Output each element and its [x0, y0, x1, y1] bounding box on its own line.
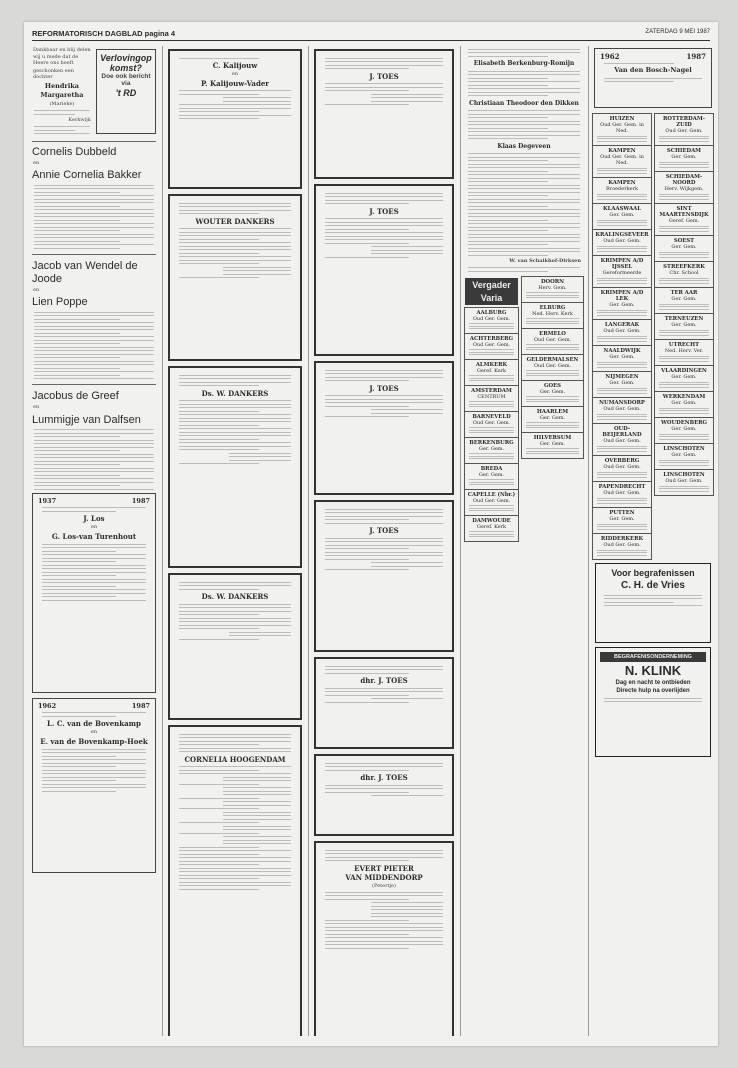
directory-entry: [521, 432, 584, 459]
directory-town: HILVERSUM: [533, 434, 572, 441]
ad-klink-line-1: Dag en nacht te ontbieden: [615, 680, 691, 686]
toes-2-name: J. TOES: [369, 206, 399, 216]
directory-town: AMSTERDAM: [471, 387, 512, 394]
birth-line: geschonken een dochter: [33, 67, 74, 81]
directory-town: KRALINGSEVEER: [595, 232, 649, 238]
promo-box: [96, 49, 156, 134]
notice-ds-dankers-2: [168, 573, 302, 720]
directory-column-d: [654, 113, 714, 559]
directory-entry: [521, 354, 584, 381]
directory-town: NAALDWIJK: [603, 348, 641, 354]
anniv-2-year-start: 1962: [38, 701, 57, 710]
anniv-1-year-end: 1987: [131, 496, 150, 505]
directory-town: SOEST: [673, 238, 695, 244]
toes-1-name: J. TOES: [369, 71, 399, 81]
notice-ds-dankers-1: [168, 366, 302, 568]
directory-church: Oud Ger. Gem.: [665, 478, 703, 484]
notice-toes-5: [314, 657, 454, 749]
directory-church: Ned. Herv. Kerk: [532, 310, 573, 317]
directory-entry: [592, 229, 652, 256]
column-3: [312, 46, 456, 1036]
directory-entry: [592, 345, 652, 372]
directory-church: Oud Ger. Gem.: [472, 419, 511, 426]
marriage-3-name-b: Lummigje van Dalfsen: [32, 413, 141, 426]
birth-place: Kerkwijk: [68, 117, 91, 124]
directory-entry: [654, 469, 714, 496]
ds-dankers-1-name: Ds. W. DANKERS: [201, 388, 269, 398]
directory-town: GOES: [543, 382, 561, 389]
directory-entry: [654, 261, 714, 288]
directory-church: Ger. Gem.: [671, 296, 697, 302]
directory-town: RIDDERKERK: [600, 536, 644, 542]
anniv-2-name-1: L. C. van de Bovenkamp: [47, 719, 141, 729]
directory-entry: [654, 235, 714, 262]
directory-town: LANGERAK: [604, 322, 640, 328]
directory-church: Ned. Herv. Ver.: [664, 348, 704, 354]
directory-entry: [654, 391, 714, 418]
directory-town: PAPENDRECHT: [598, 484, 646, 490]
directory-church: Ger. Gem.: [478, 471, 505, 478]
directory-entry: [654, 113, 714, 146]
directory-church: Ger. Gem.: [671, 244, 697, 250]
directory-church: Ger. Gem.: [539, 388, 566, 395]
directory-town: VLAARDINGEN: [661, 368, 707, 374]
notice-toes-3: [314, 361, 454, 495]
directory-town: OVERBERG: [604, 458, 640, 464]
directory-entry: [654, 287, 714, 314]
directory-church: Oud Ger. Gem.: [603, 438, 641, 444]
directory-church: Ger. Gem.: [609, 354, 635, 360]
anniv-1-name-1: J. Los: [83, 514, 105, 524]
ad-klink-line-2: Directe hulp na overlijden: [616, 688, 690, 694]
directory-church: Oud Ger. Gem.: [603, 464, 641, 470]
directory-town: BERKENBURG: [469, 439, 514, 446]
degeveen-name: Klaas Degeveen: [497, 142, 551, 150]
middendorp-name-1: EVERT PIETER: [354, 863, 414, 873]
berkenburg-name: Elisabeth Berkenburg-Romijn: [473, 60, 575, 67]
directory-church: Geref. Kerk: [476, 367, 507, 374]
directory-entry: [654, 417, 714, 444]
directory-town: KRIMPEN A/D IJSSEL: [600, 258, 644, 270]
directory-church: Ger. Gem.: [539, 414, 566, 421]
anniv-2-year-end: 1987: [131, 701, 150, 710]
directory-entry: [592, 423, 652, 456]
directory-church: Geref. Kerk: [476, 523, 507, 530]
directory-church: Ger. Gem.: [671, 322, 697, 328]
directory-entry: [592, 455, 652, 482]
directory-town: TERNEUZEN: [664, 316, 704, 322]
directory-entry: [654, 145, 714, 172]
anniv-1-en: en: [90, 524, 98, 531]
directory-town: KAMPEN: [608, 148, 636, 154]
directory-town: CAPELLE (Nbr.): [467, 491, 516, 498]
directory-entry: [592, 255, 652, 288]
directory-church: Oud Ger. Gem.: [472, 497, 511, 504]
directory-column-b: [521, 276, 584, 541]
notice-toes-2: [314, 184, 454, 356]
column-1: [30, 46, 158, 1036]
directory-entry: [654, 443, 714, 470]
directory-row-1: [464, 276, 584, 541]
anniv-1-year-start: 1937: [38, 496, 57, 505]
directory-entry: [592, 533, 652, 560]
kalijouw-name-2: P. Kalijouw-Vader: [201, 78, 269, 88]
directory-entry: [521, 328, 584, 355]
toes-5-name: dhr. J. TOES: [360, 676, 408, 685]
marriage-1-name-a: Cornelis Dubbeld: [32, 145, 117, 158]
anniv-2-name-2: E. van de Bovenkamp-Hoek: [40, 737, 148, 747]
directory-town: BARNEVELD: [472, 413, 511, 420]
directory-row-2: [592, 113, 714, 559]
directory-town: ACHTERBERG: [469, 335, 514, 342]
directory-entry: [592, 145, 652, 178]
directory-town: KRIMPEN A/D LEK: [600, 290, 644, 302]
directory-church: Oud Ger. Gem.: [603, 542, 641, 548]
directory-church: Oud Ger. Gem.: [603, 490, 641, 496]
directory-church: Ger. Gem.: [671, 374, 697, 380]
marriage-1-en: en: [33, 159, 40, 166]
directory-town: DAMWOUDE: [472, 517, 511, 524]
directory-entry: [592, 287, 652, 320]
directory-town: KLAASWAAL: [603, 206, 641, 212]
directory-church: Oud Ger. Gem.: [603, 406, 641, 412]
birth-rufname: (Marieke): [49, 100, 75, 107]
directory-church: Geref. Gem.: [668, 218, 700, 224]
marriage-3-name-a: Jacobus de Greef: [32, 390, 119, 403]
directory-town: LINSCHOTEN: [663, 446, 705, 452]
directory-church: Broederkerk: [606, 186, 638, 192]
promo-brand: 't RD: [115, 88, 137, 99]
toes-3-name: J. TOES: [369, 383, 399, 393]
directory-town: HAARLEM: [536, 408, 569, 415]
directory-town: WERKENDAM: [662, 394, 706, 400]
directory-town: GELDERMALSEN: [526, 356, 579, 363]
directory-town: TER AAR: [670, 290, 698, 296]
directory-entry: [654, 203, 714, 236]
schaikhof-name: W. van Schaikhof-Dirksen: [509, 258, 581, 264]
hoogendam-name: CORNELIA HOOGENDAM: [184, 754, 286, 764]
den-dikken-name: Christiaan Theodoor den Dikken: [469, 99, 579, 107]
anniversary-box-1: [32, 493, 156, 693]
directory-entry: [521, 276, 584, 303]
notice-toes-6: [314, 754, 454, 836]
directory-town: HUIZEN: [609, 116, 635, 122]
directory-church: Oud Ger. Gem. in Ned.: [600, 154, 644, 166]
page-header-title: REFORMATORISCH DAGBLAD pagina 4: [32, 29, 176, 38]
directory-entry: [592, 203, 652, 230]
directory-column-c: [592, 113, 652, 559]
directory-church: Ger. Gem.: [478, 445, 505, 452]
directory-town: WOUDENBERG: [660, 420, 708, 426]
middendorp-sub: (Petertje): [372, 882, 396, 889]
middendorp-name-2: VAN MIDDENDORP: [345, 872, 423, 882]
ad-de-vries-title: Voor begrafenissen: [611, 568, 695, 578]
directory-entry: [464, 333, 519, 360]
notice-cornelia-hoogendam: [168, 725, 302, 1036]
directory-church: Herv. Gem.: [538, 284, 567, 291]
anniv-2-en: en: [90, 729, 98, 736]
top-anniv-year-start: 1962: [600, 52, 620, 61]
directory-entry: [521, 380, 584, 407]
newspaper-page: [24, 22, 718, 1046]
directory-town: NUMANSDORP: [599, 400, 645, 406]
wouter-dankers-name: WOUTER DANKERS: [195, 216, 275, 226]
birth-name: Hendrika Margaretha: [40, 81, 84, 99]
kalijouw-en: en: [231, 71, 239, 77]
directory-town: UTRECHT: [668, 342, 700, 348]
directory-entry: [654, 365, 714, 392]
anniversary-box-2: [32, 698, 156, 873]
directory-town: OUD-BEIJERLAND: [602, 426, 642, 438]
notice-toes-4: [314, 500, 454, 652]
directory-entry: [464, 463, 519, 490]
anniversary-box-top: [594, 48, 712, 108]
directory-entry: [592, 481, 652, 508]
directory-entry: [464, 307, 519, 334]
directory-town: NIJMEGEN: [605, 374, 639, 380]
kalijouw-name-1: C. Kalijouw: [212, 61, 258, 70]
page-header-date: ZATERDAG 9 MEI 1987: [645, 29, 710, 35]
directory-town: ERMELO: [539, 330, 566, 337]
directory-town: DOORN: [540, 278, 565, 285]
marriage-1-name-b: Annie Cornelia Bakker: [32, 169, 142, 182]
ad-klink-header: BEGRAFENISONDERNEMING: [600, 652, 706, 662]
directory-church: Ger. Gem.: [609, 212, 635, 218]
directory-town: KAMPEN: [608, 180, 636, 186]
vergader-varia-logo: Vergader Varia: [465, 278, 518, 305]
directory-town: LINSCHOTEN: [663, 472, 705, 478]
anniv-1-name-2: G. Los-van Turenhout: [51, 532, 137, 542]
directory-church: Oud Ger. Gem.: [603, 238, 641, 244]
directory-entry: [521, 302, 584, 329]
marriage-2-name-b: Lien Poppe: [32, 296, 88, 309]
directory-town: ALMKERK: [475, 361, 508, 368]
directory-church: Oud Ger. Gem.: [533, 336, 572, 343]
column-4: [464, 46, 584, 1036]
directory-entry: [654, 171, 714, 204]
directory-entry: [592, 507, 652, 534]
top-anniv-name: Van den Bosch-Nagel: [614, 66, 692, 74]
directory-town: SCHIEDAM: [666, 148, 702, 154]
notice-van-middendorp: [314, 841, 454, 1036]
column-2: [166, 46, 304, 1036]
marriage-2-en: en: [33, 286, 40, 293]
directory-entry: [592, 319, 652, 346]
directory-church: Ger. Gem.: [609, 516, 635, 522]
directory-church: Oud Ger. Gem.: [603, 328, 641, 334]
directory-town: BREDA: [480, 465, 503, 472]
directory-town: ROTTERDAM-ZUID: [663, 116, 705, 128]
directory-church: Oud Ger. Gem.: [472, 315, 511, 322]
directory-church: Herv. Wijkgem.: [664, 186, 704, 192]
directory-entry: [592, 113, 652, 146]
ds-dankers-2-name: Ds. W. DANKERS: [201, 592, 269, 601]
ad-de-vries: [595, 563, 711, 643]
directory-church: Chr. School: [669, 270, 699, 276]
column-5: [592, 46, 714, 1036]
notice-wouter-dankers: [168, 194, 302, 361]
directory-church: Oud Ger. Gem. in Ned.: [600, 122, 644, 134]
directory-entry: [654, 313, 714, 340]
directory-entry: [464, 515, 519, 542]
directory-church: Ger. Gem.: [609, 302, 635, 308]
birth-row: [30, 46, 158, 137]
ad-de-vries-name: C. H. de Vries: [621, 580, 685, 591]
directory-town: PUTTEN: [609, 510, 635, 516]
directory-entry: [592, 177, 652, 204]
directory-church: Oud Ger. Gem.: [665, 128, 703, 134]
directory-church: CENTRUM: [477, 393, 506, 400]
birth-notice: [30, 46, 94, 137]
directory-column-a: [464, 276, 519, 541]
page-header: [32, 28, 710, 41]
directory-entry: [592, 397, 652, 424]
directory-church: Ger. Gem.: [671, 154, 697, 160]
ad-klink: [595, 647, 711, 757]
directory-church: Ger. Gem.: [609, 380, 635, 386]
directory-town: STREEFKERK: [663, 264, 705, 270]
directory-church: Gereformeerde: [602, 270, 642, 276]
directory-church: Ger. Gem.: [671, 452, 697, 458]
directory-town: SCHIEDAM-NOORD: [665, 174, 703, 186]
marriage-2-name-a: Jacob van Wendel de Joode: [32, 259, 138, 285]
directory-entry: [464, 411, 519, 438]
directory-church: Oud Ger. Gem.: [533, 362, 572, 369]
directory-town: SINT MAARTENSDIJK: [659, 206, 709, 218]
toes-6-name: dhr. J. TOES: [360, 773, 408, 782]
birth-line: Dankbaar en blij delen wij u mede dat de Heere ons heeft: [33, 47, 91, 67]
directory-entry: [654, 339, 714, 366]
directory-entry: [464, 385, 519, 412]
marriage-3-en: en: [33, 404, 40, 411]
directory-entry: [592, 371, 652, 398]
directory-town: AALBURG: [476, 309, 507, 316]
directory-entry: [464, 489, 519, 516]
notice-kalijouw: [168, 49, 302, 189]
toes-4-name: J. TOES: [369, 526, 399, 535]
directory-entry: [521, 406, 584, 433]
notice-toes-1: [314, 49, 454, 179]
promo-title: Verlovingop komst?: [100, 53, 152, 73]
top-anniv-year-end: 1987: [686, 52, 706, 61]
directory-entry: [464, 359, 519, 386]
directory-church: Ger. Gem.: [671, 400, 697, 406]
directory-church: Ger. Gem.: [671, 426, 697, 432]
directory-church: Ger. Gem.: [539, 440, 566, 447]
directory-entry: [464, 437, 519, 464]
promo-sub: Doe ook bericht via: [101, 73, 151, 87]
directory-church: Oud Ger. Gem.: [472, 341, 511, 348]
directory-town: ELBURG: [539, 304, 566, 311]
ad-klink-name: N. KLINK: [624, 663, 682, 678]
